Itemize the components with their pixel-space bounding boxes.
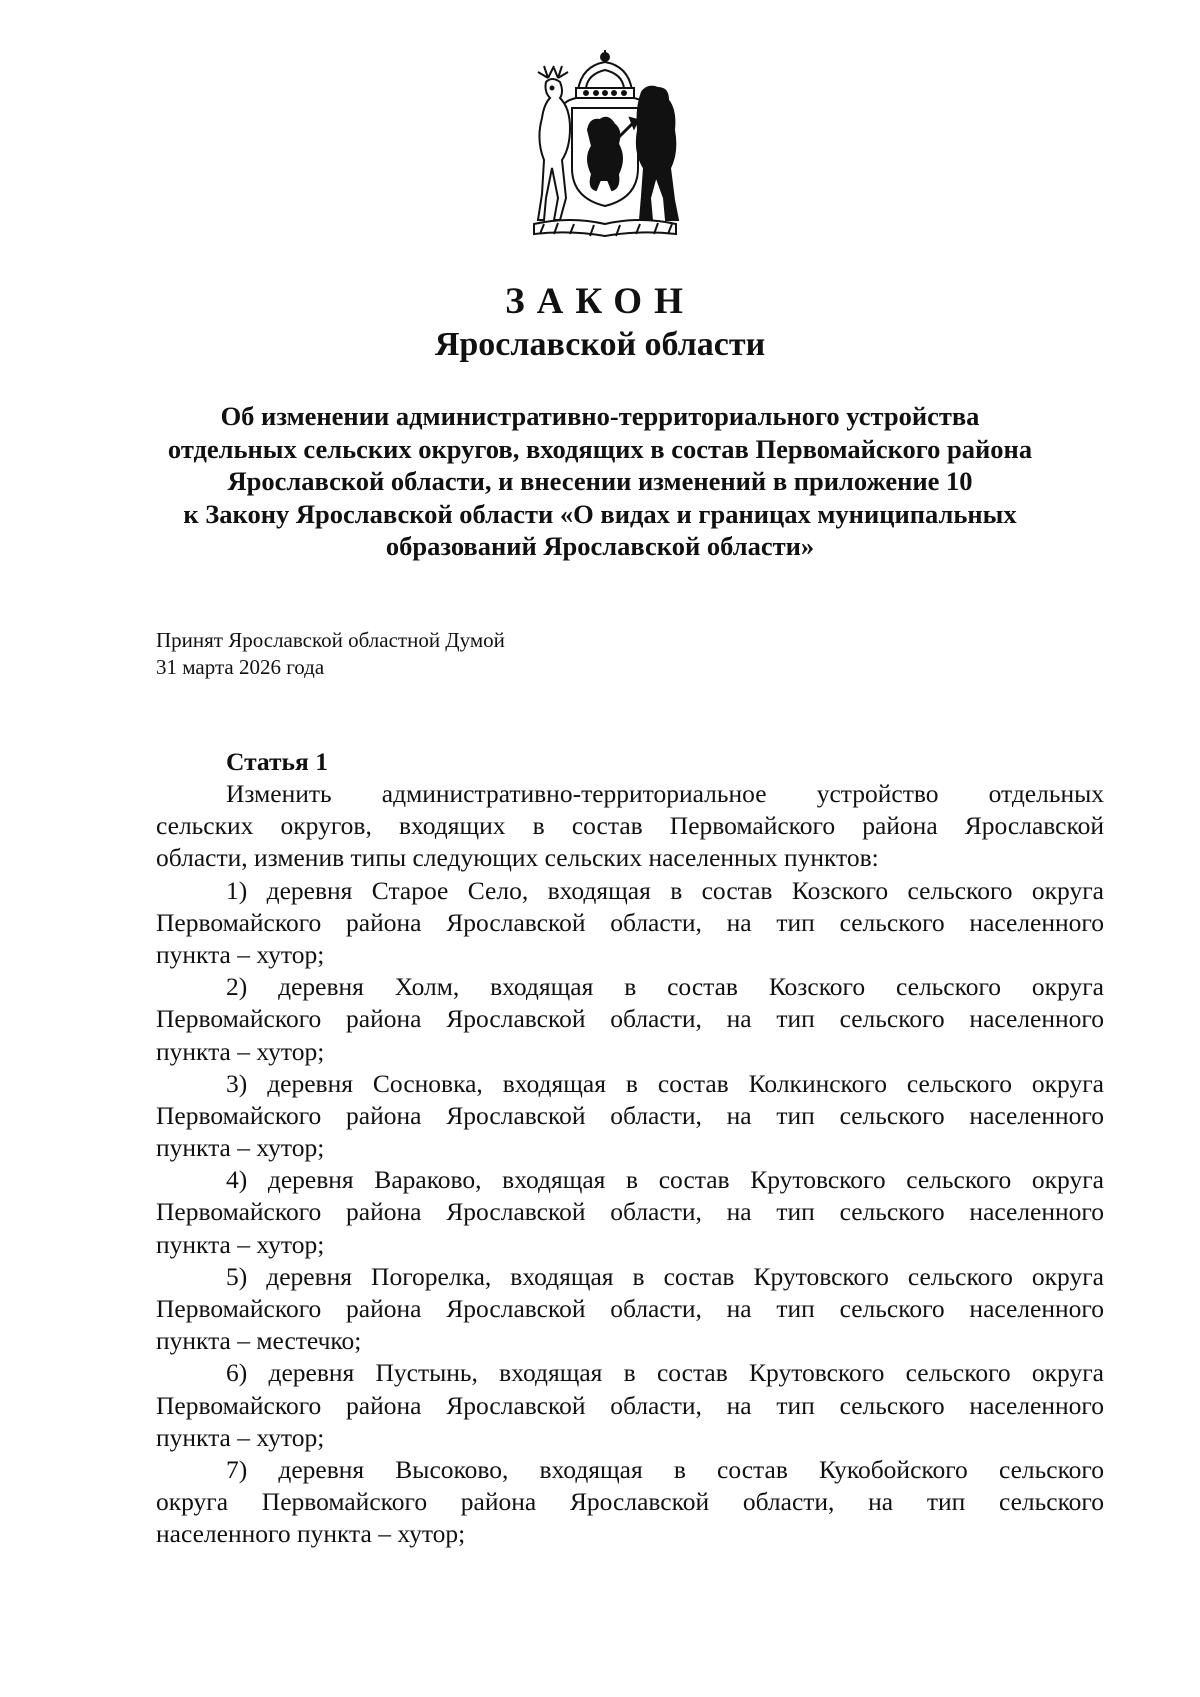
list-item-line: 1) деревня Старое Село, входящая в состав Козского сельского округа <box>226 875 1104 905</box>
list-item-line: 2) деревня Холм, входящая в состав Козского сельского округа <box>226 972 1104 1002</box>
list-item-line: округа Первомайского района Ярославской области, на тип сельского <box>156 1487 1104 1517</box>
list-item-line: Первомайского района Ярославской области, на тип сельского населенного <box>156 1004 1104 1034</box>
body-line: области, изменив типы следующих сельских населенных пунктов: <box>156 843 879 873</box>
region-heading: Ярославской области <box>434 326 766 363</box>
list-item-line: Первомайского района Ярославской области, на тип сельского населенного <box>156 1294 1104 1323</box>
article-body <box>156 778 1104 1551</box>
law-title-line: Об изменении административно-территориального устройства <box>220 401 980 431</box>
adoption-note <box>156 627 505 681</box>
list-item-line: Первомайского района Ярославской области, на тип сельского населенного <box>156 1390 1104 1420</box>
list-item-line: населенного пункта – хутор; <box>156 1519 466 1549</box>
list-item-line: 7) деревня Высоково, входящая в состав Кукобойского сельского <box>226 1454 1104 1484</box>
list-item-line: 6) деревня Пустынь, входящая в состав Крутовского сельского округа <box>226 1358 1104 1388</box>
list-item-line: 4) деревня Вараково, входящая в состав Крутовского сельского округа <box>226 1165 1104 1195</box>
coat-of-arms-icon <box>530 48 680 244</box>
body-line: сельских округов, входящих в состав Первомайского района Ярославской <box>156 811 1104 841</box>
list-item-line: Первомайского района Ярославской области, на тип сельского населенного <box>156 1100 1104 1130</box>
list-item-line: 3) деревня Сосновка, входящая в состав Колкинского сельского округа <box>226 1068 1104 1098</box>
adoption-body: Принят Ярославской областной Думой <box>156 628 505 652</box>
list-item-line: пункта – хутор; <box>156 1422 325 1452</box>
body-line: Изменить административно-территориальное устройство отдельных <box>226 779 1104 808</box>
article-heading: Статья 1 <box>226 747 328 776</box>
list-item-line: 5) деревня Погорелка, входящая в состав Крутовского сельского округа <box>226 1261 1104 1291</box>
law-heading: ЗАКОН <box>505 281 695 322</box>
list-item-line: Первомайского района Ярославской области, на тип сельского населенного <box>156 907 1104 937</box>
list-item-line: пункта – хутор; <box>156 1229 325 1259</box>
law-title-line: образований Ярославской области» <box>385 531 815 561</box>
law-title-line: Ярославской области, и внесении изменений в приложение 10 <box>227 466 973 496</box>
list-item-line: пункта – хутор; <box>156 1036 325 1066</box>
list-item-line: пункта – хутор; <box>156 939 325 969</box>
law-title-line: отдельных сельских округов, входящих в состав Первомайского района <box>167 433 1033 464</box>
law-title <box>140 400 1060 563</box>
list-item-line: пункта – местечко; <box>156 1326 362 1356</box>
law-title-line: к Закону Ярославской области «О видах и границах муниципальных <box>183 498 1017 529</box>
list-item-line: Первомайского района Ярославской области, на тип сельского населенного <box>156 1197 1104 1227</box>
list-item-line: пункта – хутор; <box>156 1133 325 1163</box>
adoption-date: 31 марта 2026 года <box>156 655 325 679</box>
